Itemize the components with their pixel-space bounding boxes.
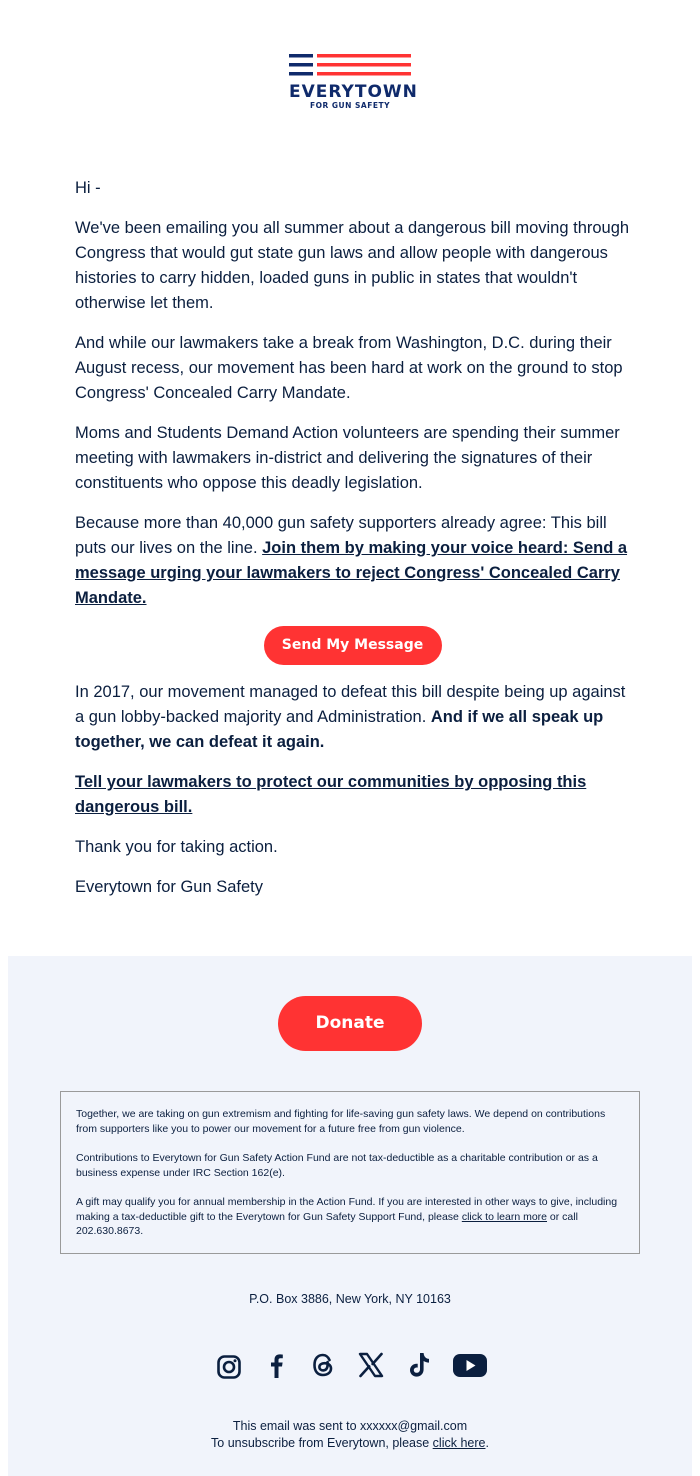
paragraph-3: Moms and Students Demand Action volunteers are spending their summer meeting with lawmakers in-district and delivering the signatures of their constituents who oppose this deadly legislation. <box>75 424 620 492</box>
youtube-icon[interactable] <box>452 1350 488 1380</box>
thanks-line: Thank you for taking action. <box>75 838 278 856</box>
disclaimer-2: Contributions to Everytown for Gun Safety Action Fund are not tax-deductible as a charitable contribution or as a business expense under IRC Section 162(e). <box>76 1152 598 1179</box>
email-footer <box>8 956 692 1476</box>
unsubscribe-link[interactable]: click here <box>432 1436 486 1450</box>
signature: Everytown for Gun Safety <box>75 878 264 896</box>
donate-button[interactable]: Donate <box>278 996 422 1051</box>
tell-lawmakers-link[interactable]: Tell your lawmakers to protect our communities by opposing this dangerous bill. <box>75 773 587 816</box>
paragraph-5 <box>75 680 630 755</box>
social-links <box>8 1350 692 1380</box>
greeting: Hi - <box>75 179 101 197</box>
flag-stripes-icon <box>289 52 411 78</box>
tiktok-icon[interactable] <box>408 1350 430 1380</box>
legal-disclaimer-box <box>60 1091 640 1254</box>
threads-icon[interactable] <box>311 1350 335 1380</box>
paragraph-5-text: In 2017, our movement managed to defeat this bill despite being up against a gun lobby-backed majority and Administration. <box>75 683 626 726</box>
paragraph-5-bold: And if we all speak up together, we can defeat it again. <box>75 708 604 751</box>
x-icon[interactable] <box>358 1350 384 1380</box>
unsubscribe-text: To unsubscribe from Everytown, please <box>211 1436 433 1450</box>
logo-wordmark: EVERYTOWN <box>289 82 418 102</box>
everytown-logo[interactable] <box>289 52 418 112</box>
logo-tagline: FOR GUN SAFETY <box>309 101 391 110</box>
email-header <box>0 0 700 160</box>
send-my-message-button[interactable]: Send My Message <box>264 626 442 665</box>
disclaimer-1: Together, we are taking on gun extremism and fighting for life-saving gun safety laws. We depend on contributions from supporters like you to power our movement for a future free from gun violence. <box>76 1108 606 1135</box>
sent-to-line: This email was sent to xxxxxx@gmail.com <box>232 1419 468 1433</box>
paragraph-4 <box>75 511 630 611</box>
paragraph-4-text: Because more than 40,000 gun safety supporters already agree: This bill puts our lives on the line. <box>75 514 607 557</box>
cta-wrapper <box>75 626 630 665</box>
disclaimer-3-tail: or call 202.630.8673. <box>76 1210 578 1237</box>
instagram-icon[interactable] <box>216 1350 242 1380</box>
paragraph-6 <box>75 770 630 820</box>
disclaimer-3 <box>76 1195 624 1239</box>
mailing-address: P.O. Box 3886, New York, NY 10163 <box>249 1292 451 1306</box>
send-message-link[interactable]: Join them by making your voice heard: Send a message urging your lawmakers to reject Congress' Concealed Carry Mandate. <box>75 539 628 607</box>
email-body <box>75 176 630 915</box>
unsubscribe-line <box>8 1435 692 1452</box>
recipient-notice <box>8 1418 692 1452</box>
disclaimer-3-text: A gift may qualify you for annual membership in the Action Fund. If you are interested in other ways to give, including making a tax-deductible gift to the Everytown for Gun Safety Support Fund, please <box>76 1196 618 1223</box>
facebook-icon[interactable] <box>266 1350 286 1380</box>
paragraph-2: And while our lawmakers take a break from Washington, D.C. during their August recess, our movement has been hard at work on the ground to stop Congress' Concealed Carry Mandate. <box>75 334 623 402</box>
paragraph-1: We've been emailing you all summer about a dangerous bill moving through Congress that would gut state gun laws and allow people with dangerous histories to carry hidden, loaded guns in public in states that wouldn't otherwise let them. <box>75 219 630 312</box>
learn-more-link[interactable]: click to learn more <box>461 1210 548 1223</box>
unsubscribe-tail: . <box>485 1436 489 1450</box>
